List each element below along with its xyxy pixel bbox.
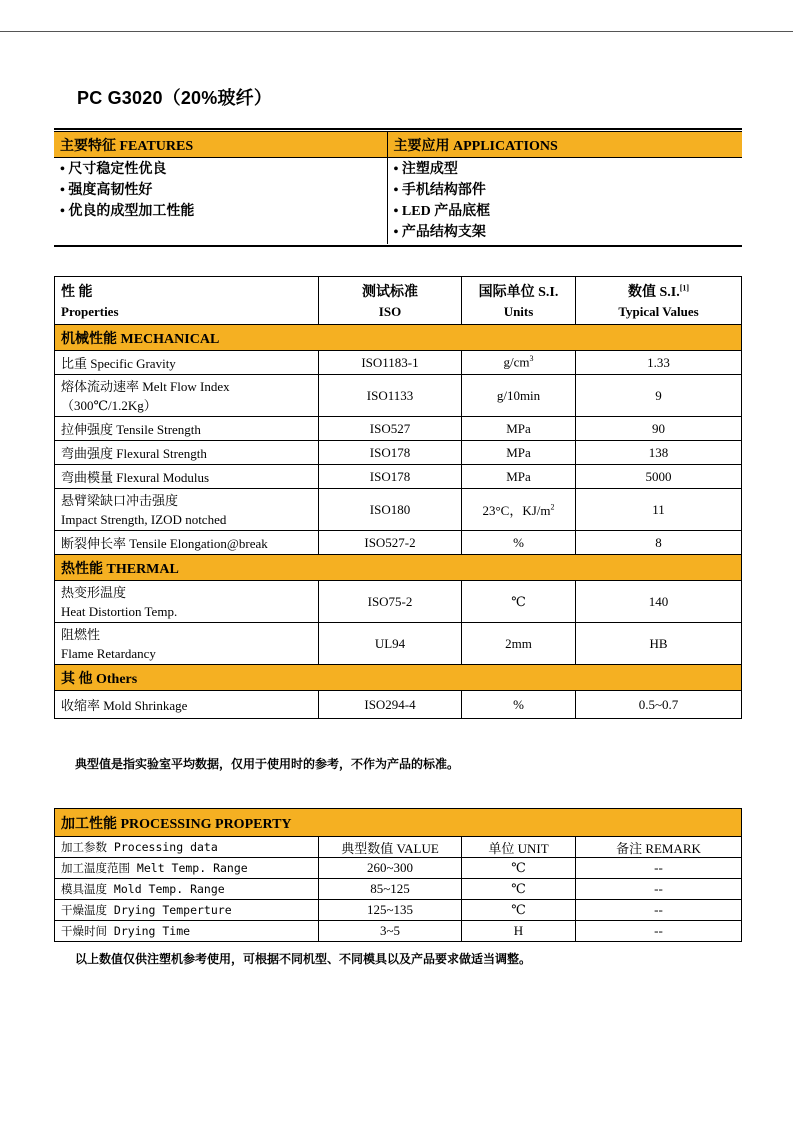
unit: g/cm: [503, 354, 530, 370]
property-name-2: Heat Distortion Temp.: [61, 603, 178, 619]
col-header-standard-cn: 测试标准: [362, 285, 418, 300]
parameter: 干燥温度 Drying Temperture: [55, 900, 319, 921]
typical-value: 8: [576, 531, 742, 555]
typical-value: 0.5~0.7: [576, 691, 742, 719]
table-row: [55, 441, 742, 465]
typical-value: 138: [576, 441, 742, 465]
col-header-values-cn: 数值 S.I.: [627, 285, 680, 300]
test-standard: ISO180: [319, 489, 462, 531]
table-row: [55, 489, 742, 531]
col-header-properties-en: Properties: [61, 304, 119, 319]
unit: H: [462, 921, 576, 942]
property-name: 热变形温度: [61, 584, 127, 600]
list-item: • 产品结构支架: [393, 225, 486, 240]
property-name: 比重 Specific Gravity: [55, 351, 319, 375]
table-row: [55, 691, 742, 719]
typical-value: 140: [576, 581, 742, 623]
property-name: 弯曲强度 Flexural Strength: [55, 441, 319, 465]
table-row: [55, 465, 742, 489]
unit: MPa: [462, 417, 576, 441]
remark: --: [576, 879, 742, 900]
parameter: 加工温度范围 Melt Temp. Range: [55, 858, 319, 879]
list-item: • 强度高韧性好: [60, 183, 153, 198]
unit: g/10min: [462, 375, 576, 417]
property-name: 拉伸强度 Tensile Strength: [55, 417, 319, 441]
col-header-unit: 单位 UNIT: [462, 837, 576, 858]
remark: --: [576, 858, 742, 879]
features-header: 主要特征 FEATURES: [54, 132, 387, 158]
unit: 23°C，KJ/m: [482, 503, 551, 518]
table-row: [55, 417, 742, 441]
header-rule: [0, 31, 793, 32]
parameter: 干燥时间 Drying Time: [55, 921, 319, 942]
unit: MPa: [462, 465, 576, 489]
list-item: • 手机结构部件: [393, 183, 486, 198]
property-name: 阻燃性: [61, 626, 101, 642]
test-standard: UL94: [319, 623, 462, 665]
typical-value: 11: [576, 489, 742, 531]
col-header-remark: 备注 REMARK: [576, 837, 742, 858]
typical-value: 9: [576, 375, 742, 417]
remark: --: [576, 921, 742, 942]
col-header-values-en: Typical Values: [618, 304, 699, 319]
features-applications-block: [54, 128, 742, 247]
unit: 2mm: [462, 623, 576, 665]
property-name-2: Flame Retardancy: [61, 645, 156, 661]
typical-value: 1.33: [576, 351, 742, 375]
table-row: [55, 531, 742, 555]
col-header-properties-cn: 性 能: [61, 285, 93, 300]
processing-table: [54, 808, 742, 942]
features-list: [54, 158, 387, 245]
document-title: PC G3020（20%玻纤）: [77, 88, 273, 108]
unit: ℃: [462, 879, 576, 900]
test-standard: ISO294-4: [319, 691, 462, 719]
table-row: [55, 375, 742, 417]
value: 3~5: [319, 921, 462, 942]
table-header: [55, 837, 742, 858]
list-item: • 优良的成型加工性能: [60, 204, 195, 219]
unit: ℃: [462, 581, 576, 623]
table-row: [55, 351, 742, 375]
list-item: • 注塑成型: [393, 162, 458, 177]
col-header-units-en: Units: [503, 304, 534, 319]
section-others: 其 他 Others: [55, 665, 742, 691]
table-row: [55, 879, 742, 900]
table-row: [55, 900, 742, 921]
property-name-2: （300℃/1.2Kg）: [61, 397, 157, 413]
section-thermal: 热性能 THERMAL: [55, 555, 742, 581]
col-header-value: 典型数值 VALUE: [319, 837, 462, 858]
test-standard: ISO1183-1: [319, 351, 462, 375]
applications-list: [387, 158, 742, 245]
table-header: [55, 277, 742, 325]
test-standard: ISO527: [319, 417, 462, 441]
unit: MPa: [462, 441, 576, 465]
property-name: 熔体流动速率 Melt Flow Index: [61, 378, 230, 394]
value: 260~300: [319, 858, 462, 879]
typical-value-note: 典型值是指实验室平均数据，仅用于使用时的参考，不作为产品的标准。: [75, 757, 460, 771]
property-name: 收缩率 Mold Shrinkage: [55, 691, 319, 719]
properties-table: [54, 276, 742, 719]
unit-sup: 2: [550, 502, 555, 512]
table-row: [55, 623, 742, 665]
test-standard: ISO178: [319, 441, 462, 465]
applications-header: 主要应用 APPLICATIONS: [387, 132, 742, 158]
footnote-ref: [1]: [679, 283, 690, 293]
table-row: [55, 921, 742, 942]
list-item: • LED 产品底框: [393, 204, 491, 219]
property-name: 悬臂梁缺口冲击强度: [61, 492, 179, 508]
test-standard: ISO1133: [319, 375, 462, 417]
test-standard: ISO75-2: [319, 581, 462, 623]
test-standard: ISO178: [319, 465, 462, 489]
unit: ℃: [462, 900, 576, 921]
typical-value: HB: [576, 623, 742, 665]
table-row: [55, 581, 742, 623]
rule: [54, 245, 742, 247]
property-name-2: Impact Strength, IZOD notched: [61, 511, 227, 527]
unit: %: [462, 691, 576, 719]
table-row: [55, 858, 742, 879]
value: 125~135: [319, 900, 462, 921]
parameter: 模具温度 Mold Temp. Range: [55, 879, 319, 900]
typical-value: 5000: [576, 465, 742, 489]
unit: ℃: [462, 858, 576, 879]
property-name: 弯曲模量 Flexural Modulus: [55, 465, 319, 489]
col-header-units-cn: 国际单位 S.I.: [478, 285, 559, 300]
value: 85~125: [319, 879, 462, 900]
list-item: • 尺寸稳定性优良: [60, 162, 167, 177]
section-processing: 加工性能 PROCESSING PROPERTY: [55, 809, 742, 837]
typical-value: 90: [576, 417, 742, 441]
section-mechanical: 机械性能 MECHANICAL: [55, 325, 742, 351]
property-name: 断裂伸长率 Tensile Elongation@break: [55, 531, 319, 555]
unit-sup: 3: [529, 354, 534, 364]
col-header-standard-en: ISO: [378, 304, 402, 319]
processing-note: 以上数值仅供注塑机参考使用，可根据不同机型、不同模具以及产品要求做适当调整。: [75, 952, 532, 966]
col-header-parameter: 加工参数 Processing data: [55, 837, 319, 858]
remark: --: [576, 900, 742, 921]
test-standard: ISO527-2: [319, 531, 462, 555]
unit: %: [462, 531, 576, 555]
rule: [54, 128, 742, 130]
